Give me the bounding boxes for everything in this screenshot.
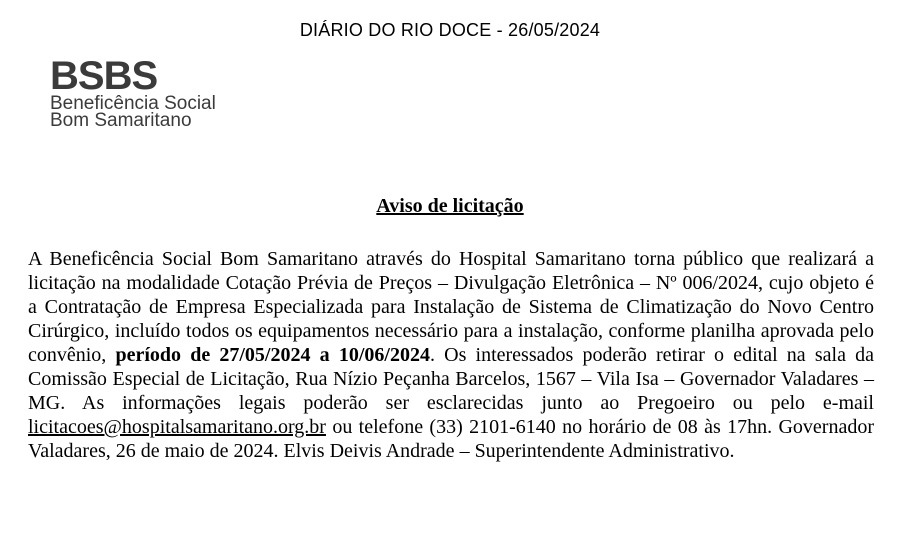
notice-body bbox=[28, 247, 874, 463]
bsbs-logo bbox=[50, 54, 216, 131]
newspaper-header: DIÁRIO DO RIO DOCE - 26/05/2024 bbox=[299, 20, 601, 40]
notice-text-part-1: A Beneficência Social Bom Samaritano através do Hospital Samaritano torna público que realizará a licitação na modalidade Cotação Prévia de Preços – Divulgação Eletrônica – Nº 006/2024, cujo objeto é a Contratação de Empresa Especializada para Instalação de Sistema de Climatização do Novo Centro Cirúrgico, incluído todos os equipamentos necessário para a instalação, conforme planilha aprovada pelo convênio, bbox=[28, 248, 874, 366]
notice-text-part-2: . Os interessados poderão retirar o edital na sala da Comissão Especial de Licitação, Rua Nízio Peçanha Barcelos, 1567 – Vila Isa – Governador Valadares – MG. As informações legais poderão ser esclarecidas junto ao Pregoeiro ou pelo e-mail bbox=[28, 344, 874, 414]
email-link[interactable]: licitacoes@hospitalsamaritano.org.br bbox=[28, 416, 326, 438]
notice-text-part-3: ou telefone (33) 2101-6140 no horário de 08 às 17hn. Governador Valadares, 26 de maio de 2024. Elvis Deivis Andrade – Superintendente Administrativo. bbox=[28, 416, 874, 462]
notice-title: Aviso de licitação bbox=[376, 195, 524, 217]
logo-line-1: Beneficência Social bbox=[50, 93, 216, 114]
logo-line-2: Bom Samaritano bbox=[50, 110, 192, 131]
logo-mark: BSBS bbox=[50, 54, 158, 98]
notice-period: período de 27/05/2024 a 10/06/2024 bbox=[115, 344, 430, 366]
